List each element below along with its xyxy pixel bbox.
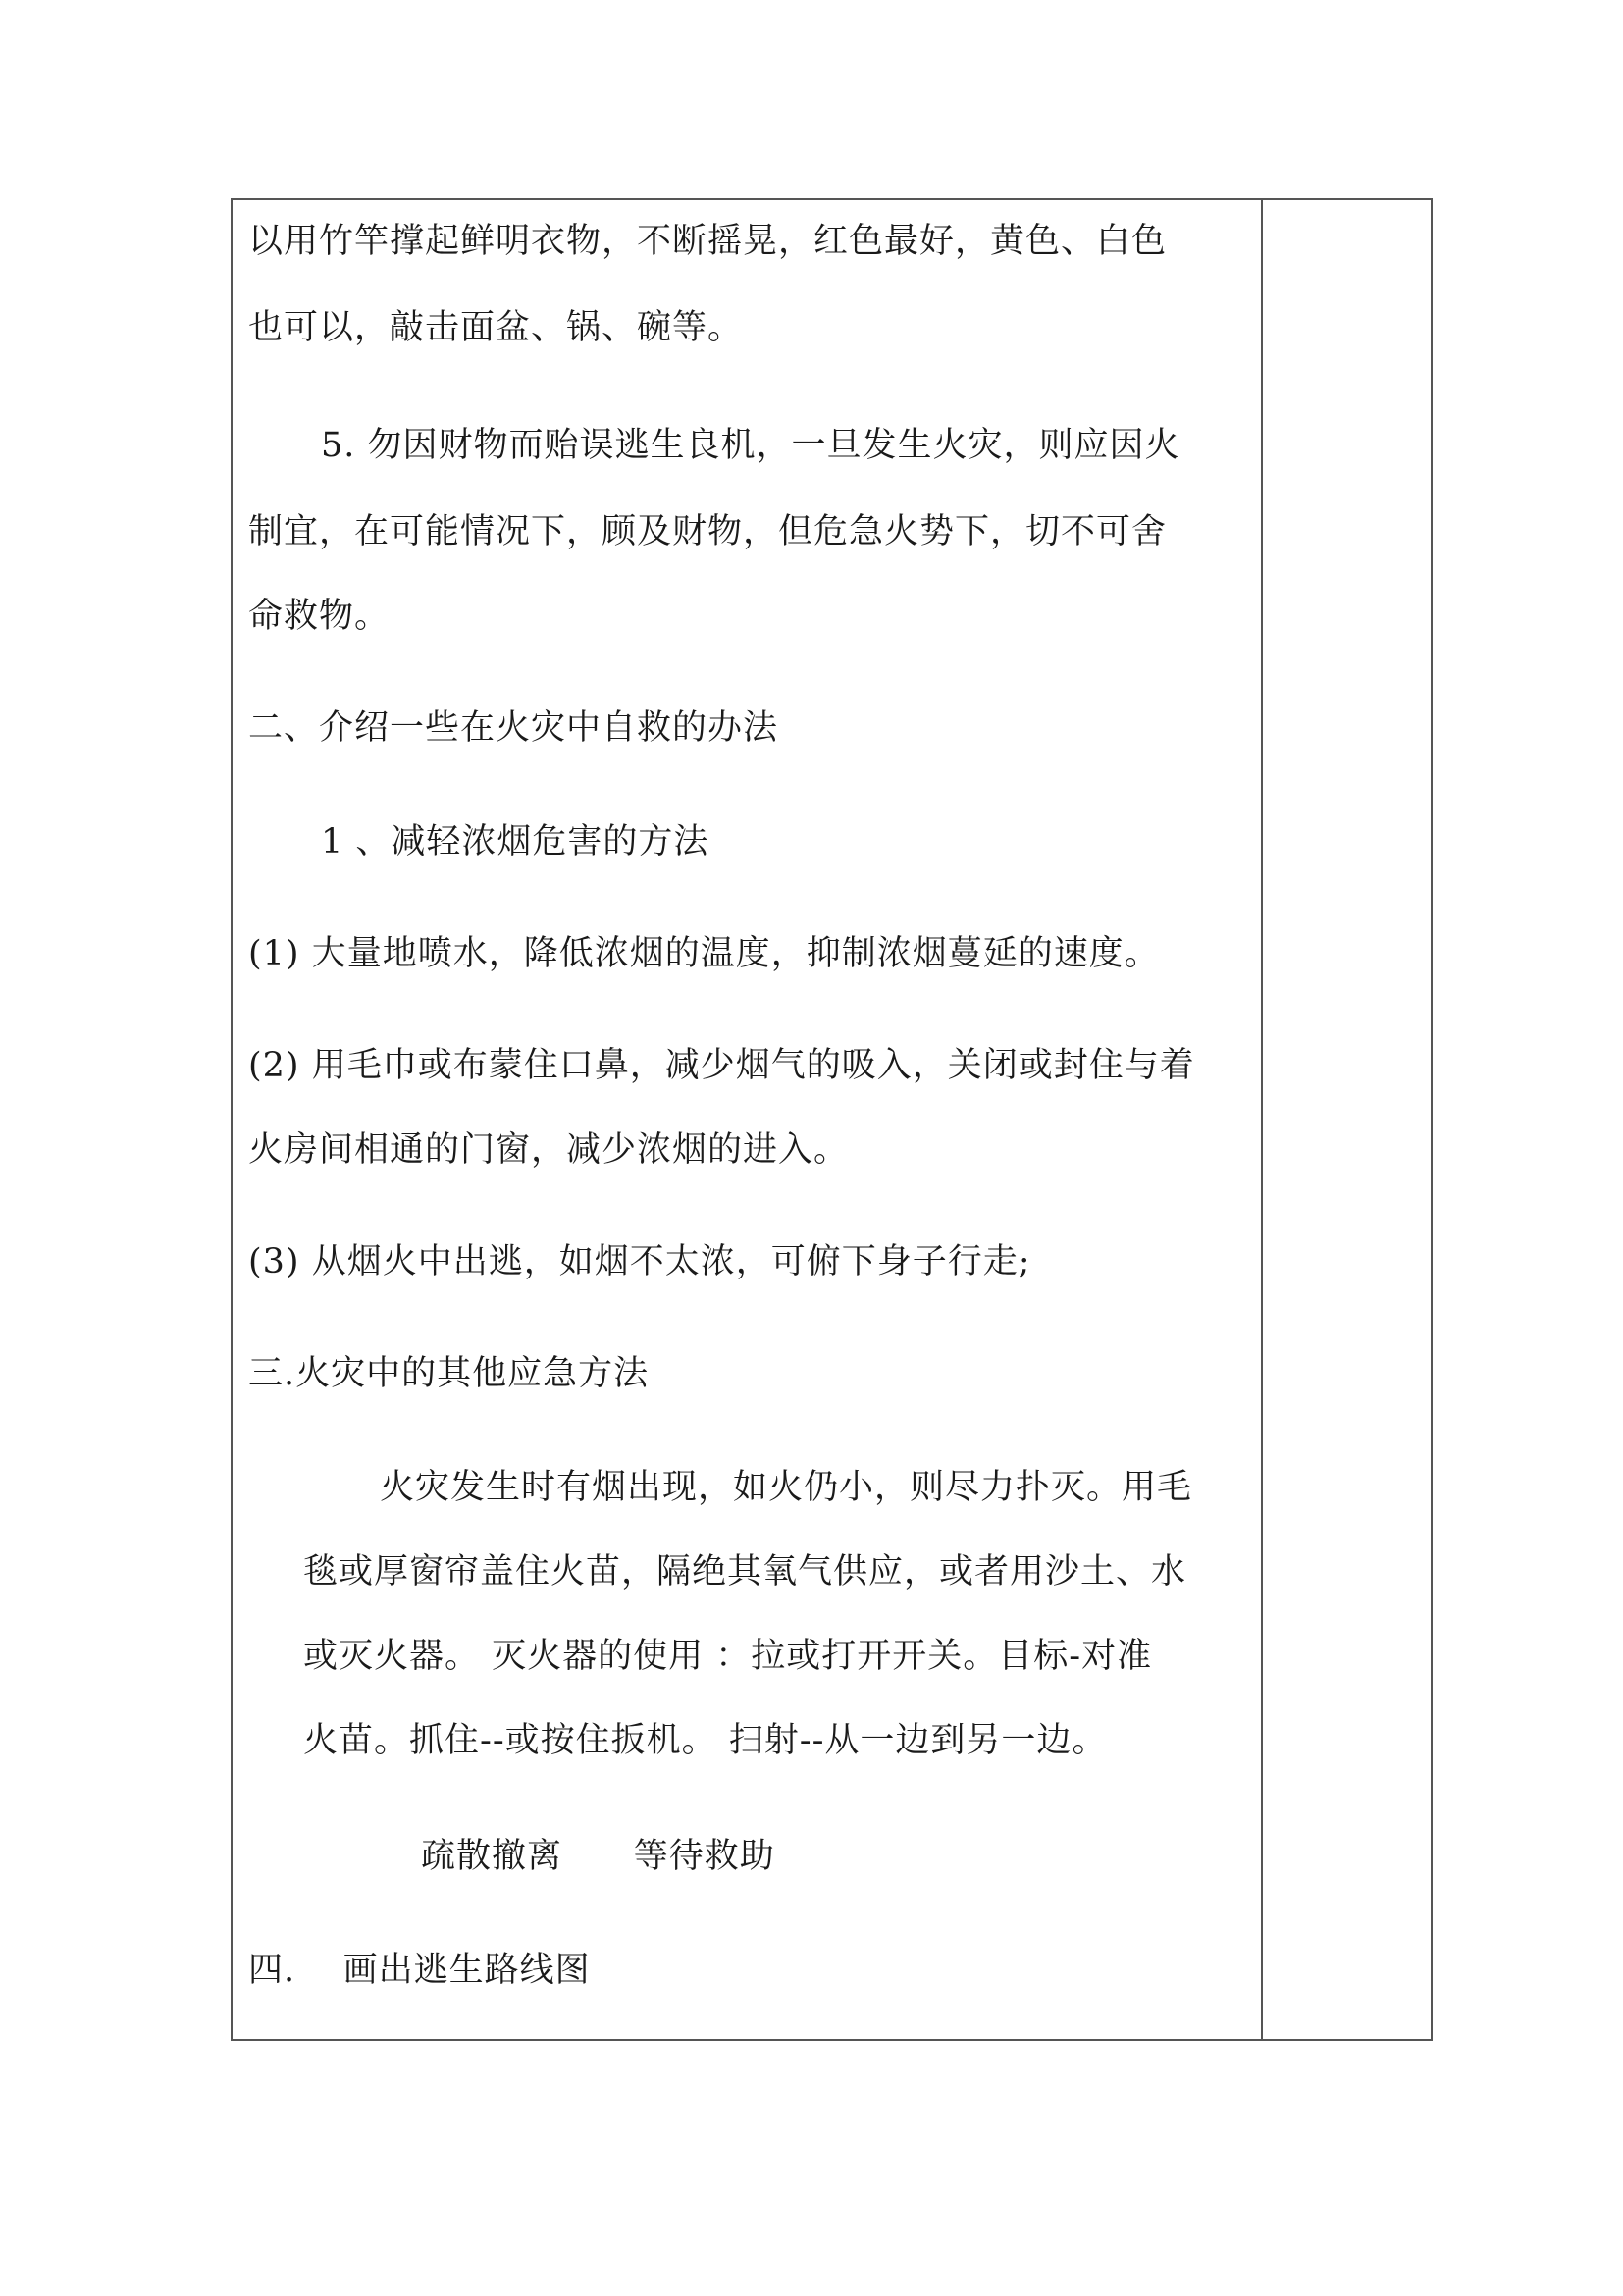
text-line-16: 火苗。抓住--或按住扳机。 扫射--从一边到另一边。 (303, 1721, 1108, 1760)
text-line-10: 火房间相通的门窗，减少浓烟的进入。 (248, 1130, 850, 1170)
text-line-1: 以用竹竿撑起鲜明衣物，不断摇晃，红色最好，黄色、白色 (248, 222, 1168, 261)
text-line-14: 毯或厚窗帘盖住火苗，隔绝其氧气供应，或者用沙土、水 (303, 1552, 1187, 1592)
subsection-heading-1: 1 、减轻浓烟危害的方法 (321, 822, 709, 861)
document-table (231, 198, 1433, 2041)
section-heading-4: 四. 画出逃生路线图 (248, 1951, 591, 1990)
text-line-11: (3) 从烟火中出逃，如烟不太浓，可俯下身子行走; (248, 1242, 1031, 1281)
text-line-15: 或灭火器。 灭火器的使用 ：拉或打开开关。目标-对准 (303, 1637, 1153, 1676)
text-line-4: 制宜，在可能情况下，顾及财物，但危急火势下，切不可舍 (248, 512, 1168, 551)
section-heading-3: 三.火灾中的其他应急方法 (248, 1354, 650, 1393)
text-line-8: (1) 大量地喷水，降低浓烟的温度，抑制浓烟蔓延的速度。 (248, 934, 1160, 973)
text-line-5: 命救物。 (248, 597, 391, 636)
text-line-17: 疏散撤离 等待救助 (421, 1837, 775, 1876)
text-line-3: 5. 勿因财物而贻误逃生良机，一旦发生火灾，则应因火 (321, 426, 1180, 465)
section-heading-2: 二、介绍一些在火灾中自救的办法 (248, 708, 779, 748)
side-cell (1263, 200, 1431, 2039)
text-line-9: (2) 用毛巾或布蒙住口鼻，减少烟气的吸入，关闭或封住与着 (248, 1046, 1195, 1085)
text-line-13: 火灾发生时有烟出现，如火仍小，则尽力扑灭。用毛 (380, 1468, 1193, 1507)
text-line-2: 也可以，敲击面盆、锅、碗等。 (248, 308, 744, 347)
